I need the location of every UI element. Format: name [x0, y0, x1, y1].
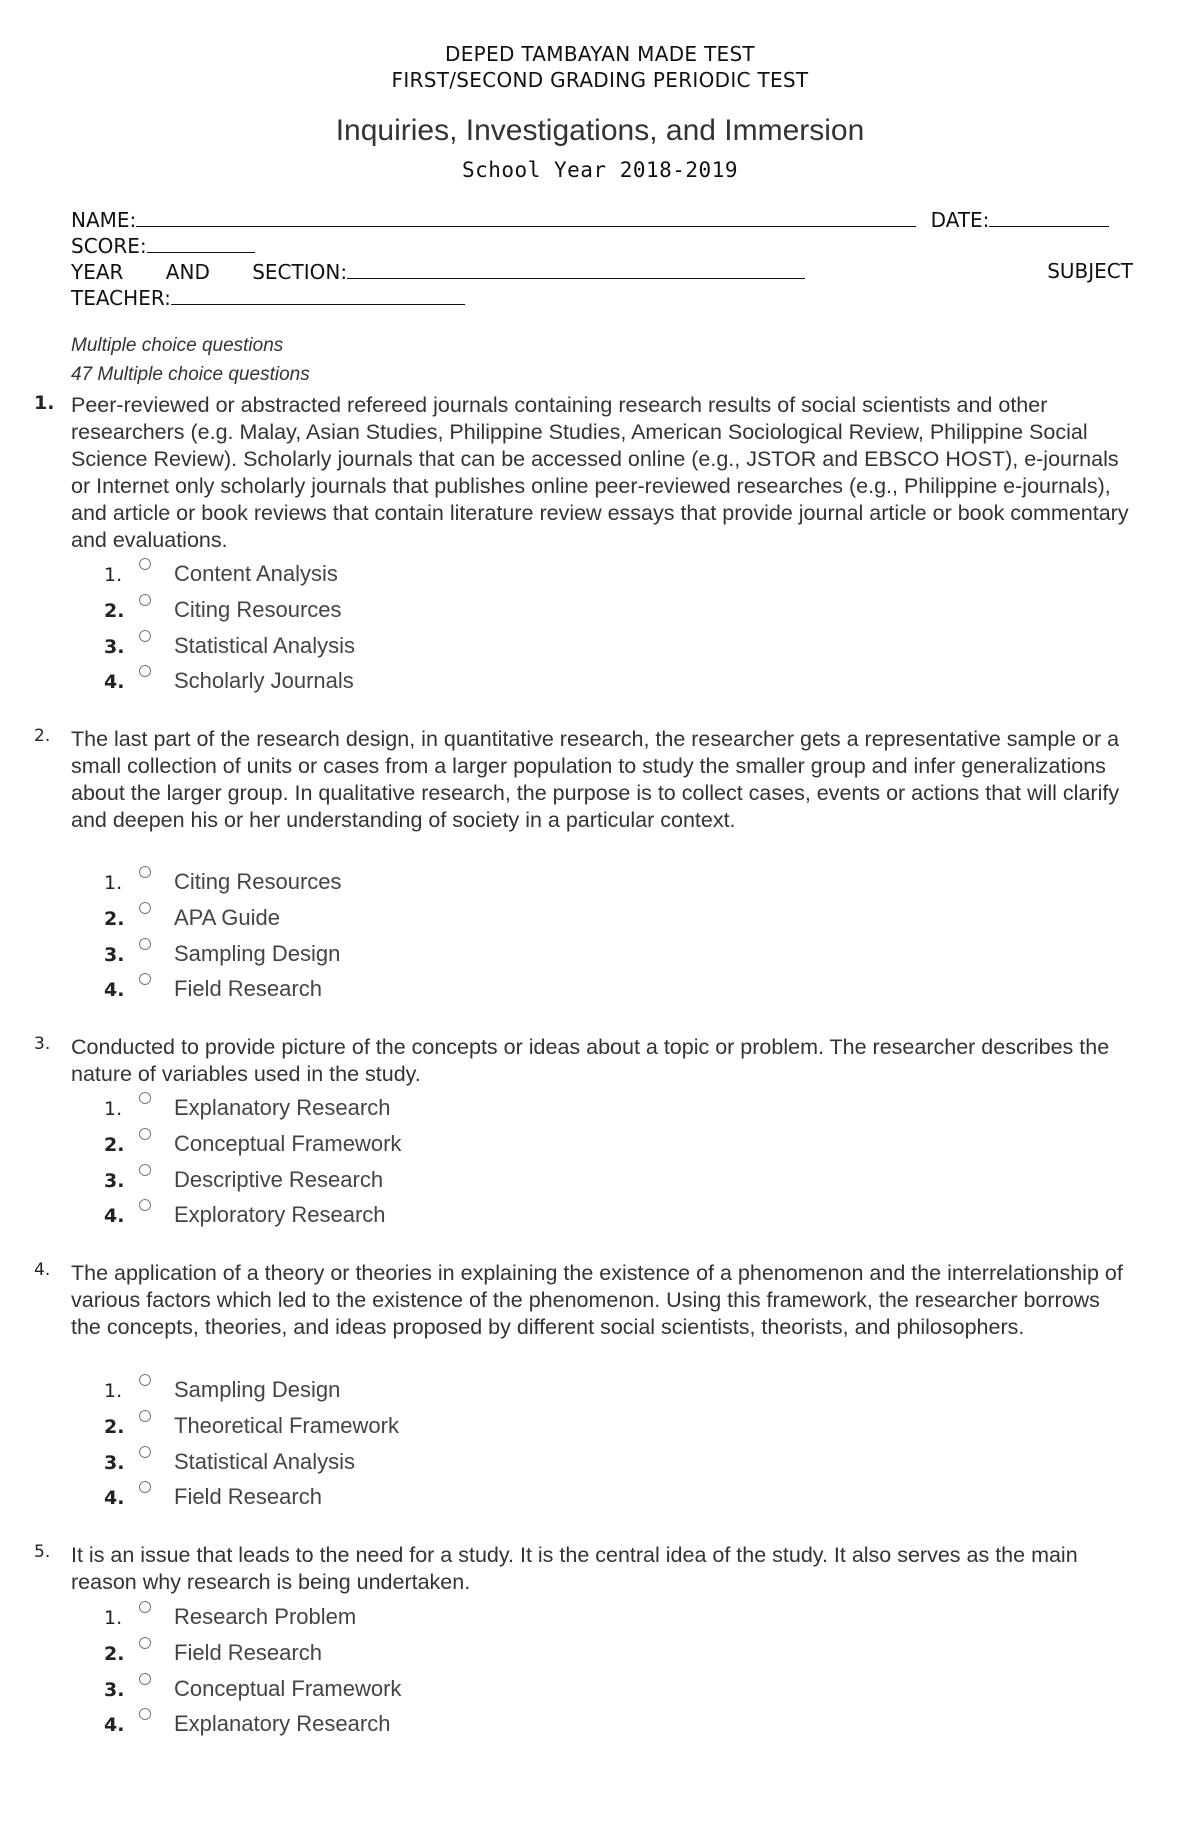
date-label: DATE: — [930, 208, 990, 232]
question-number: 4. — [34, 1260, 51, 1280]
year-section-row — [71, 258, 1133, 284]
option-label: Content Analysis — [174, 561, 338, 586]
score-label: SCORE: — [71, 234, 147, 258]
question-text: Conducted to provide picture of the concepts or ideas about a topic or problem. The researcher describes the nature of variables used in the study. — [71, 1035, 1110, 1086]
option-number: 1. — [104, 1098, 123, 1120]
option-label: Conceptual Framework — [174, 1676, 402, 1701]
option-number: 4. — [104, 979, 125, 1001]
score-row — [71, 232, 1133, 258]
section-heading: Multiple choice questions — [71, 335, 284, 356]
and-label: AND — [165, 260, 210, 284]
radio-button-icon[interactable] — [139, 1410, 151, 1422]
option-label: Exploratory Research — [174, 1202, 386, 1227]
radio-button-icon[interactable] — [139, 902, 151, 914]
radio-button-icon[interactable] — [139, 1374, 151, 1386]
radio-button-icon[interactable] — [139, 558, 151, 570]
subject-label: SUBJECT — [1047, 259, 1133, 283]
option-label: Field Research — [174, 1484, 322, 1509]
option-number: 4. — [104, 1487, 125, 1509]
option-label: Explanatory Research — [174, 1095, 391, 1120]
radio-button-icon[interactable] — [139, 1673, 151, 1685]
radio-button-icon[interactable] — [139, 1092, 151, 1104]
option-label: Field Research — [174, 1640, 322, 1665]
option-number: 1. — [104, 564, 123, 586]
option-number: 4. — [104, 1714, 125, 1736]
question-text: The last part of the research design, in quantitative research, the researcher gets a representative sample or a small collection of units or cases from a larger population to study the smaller group and infer generalizations about the larger group. In qualitative research, the purpose is to collect cases, events or actions that will clarify and deepen his or her understanding of society in a particular context. — [71, 727, 1120, 832]
option-number: 2. — [104, 1134, 125, 1156]
question-number: 2. — [34, 726, 51, 746]
option-label: Sampling Design — [174, 941, 341, 966]
name-field[interactable] — [136, 206, 916, 227]
option-number: 3. — [104, 1679, 125, 1701]
question-count: 47 Multiple choice questions — [71, 364, 310, 385]
section-label: SECTION: — [252, 260, 348, 284]
option-number: 2. — [104, 1416, 125, 1438]
option-label: Scholarly Journals — [174, 668, 354, 693]
option-number: 1. — [104, 872, 123, 894]
radio-button-icon[interactable] — [139, 1637, 151, 1649]
header-line-1: DEPED TAMBAYAN MADE TEST — [445, 42, 755, 66]
option-number: 4. — [104, 671, 125, 693]
option-number: 3. — [104, 636, 125, 658]
option-label: APA Guide — [174, 905, 280, 930]
option-number: 1. — [104, 1607, 123, 1629]
radio-button-icon[interactable] — [139, 866, 151, 878]
question-text: Peer-reviewed or abstracted refereed journals containing research results of social scientists and other researchers (e.g. Malay, Asian Studies, Philippine Studies, American Sociological Review, Philippine Social Science Review). Scholarly journals that can be accessed online (e.g., JSTOR and EBSCO HOST), e-journals or Internet only scholarly journals that publishes online peer-reviewed researches (e.g., Philippine e-journals), and article or book reviews that contain literature review essays that provide journal article or book commentary and evaluations. — [71, 393, 1129, 552]
option-label: Research Problem — [174, 1604, 357, 1629]
radio-button-icon[interactable] — [139, 630, 151, 642]
option-number: 2. — [104, 1643, 125, 1665]
section-field[interactable] — [347, 258, 805, 279]
score-field[interactable] — [147, 232, 255, 253]
option-label: Statistical Analysis — [174, 633, 355, 658]
option-label: Explanatory Research — [174, 1711, 391, 1736]
option-label: Field Research — [174, 976, 322, 1001]
name-date-row — [71, 206, 1133, 232]
option-number: 2. — [104, 600, 125, 622]
teacher-row — [71, 284, 1133, 310]
name-label: NAME: — [71, 208, 137, 232]
radio-button-icon[interactable] — [139, 1128, 151, 1140]
radio-button-icon[interactable] — [139, 938, 151, 950]
question-number: 5. — [34, 1542, 51, 1562]
option-label: Citing Resources — [174, 597, 342, 622]
radio-button-icon[interactable] — [139, 1481, 151, 1493]
question-text: It is an issue that leads to the need for a study. It is the central idea of the study. It also serves as the main reason why research is being undertaken. — [71, 1543, 1078, 1594]
option-number: 2. — [104, 908, 125, 930]
option-number: 3. — [104, 1452, 125, 1474]
teacher-field[interactable] — [171, 284, 465, 305]
option-number: 3. — [104, 944, 125, 966]
option-label: Descriptive Research — [174, 1167, 384, 1192]
question-text: The application of a theory or theories in explaining the existence of a phenomenon and the interrelationship of various factors which led to the existence of the phenomenon. Using this framework, the researcher borrows the concepts, theories, and ideas proposed by different social scientists, theorists, and philosophers. — [71, 1261, 1123, 1339]
school-year: School Year 2018-2019 — [461, 158, 738, 182]
option-label: Conceptual Framework — [174, 1131, 402, 1156]
radio-button-icon[interactable] — [139, 1199, 151, 1211]
option-label: Citing Resources — [174, 869, 342, 894]
radio-button-icon[interactable] — [139, 594, 151, 606]
radio-button-icon[interactable] — [139, 973, 151, 985]
header-line-2: FIRST/SECOND GRADING PERIODIC TEST — [391, 68, 809, 92]
question-number: 1. — [34, 392, 55, 414]
radio-button-icon[interactable] — [139, 1708, 151, 1720]
radio-button-icon[interactable] — [139, 665, 151, 677]
year-label: YEAR — [71, 260, 124, 284]
option-number: 3. — [104, 1170, 125, 1192]
radio-button-icon[interactable] — [139, 1446, 151, 1458]
option-label: Theoretical Framework — [174, 1413, 399, 1438]
option-number: 4. — [104, 1205, 125, 1227]
radio-button-icon[interactable] — [139, 1601, 151, 1613]
page-title: Inquiries, Investigations, and Immersion — [335, 114, 865, 147]
option-label: Statistical Analysis — [174, 1449, 355, 1474]
teacher-label: TEACHER: — [71, 286, 171, 310]
radio-button-icon[interactable] — [139, 1164, 151, 1176]
option-number: 1. — [104, 1380, 123, 1402]
date-field[interactable] — [989, 206, 1109, 227]
question-number: 3. — [34, 1034, 51, 1054]
option-label: Sampling Design — [174, 1377, 341, 1402]
